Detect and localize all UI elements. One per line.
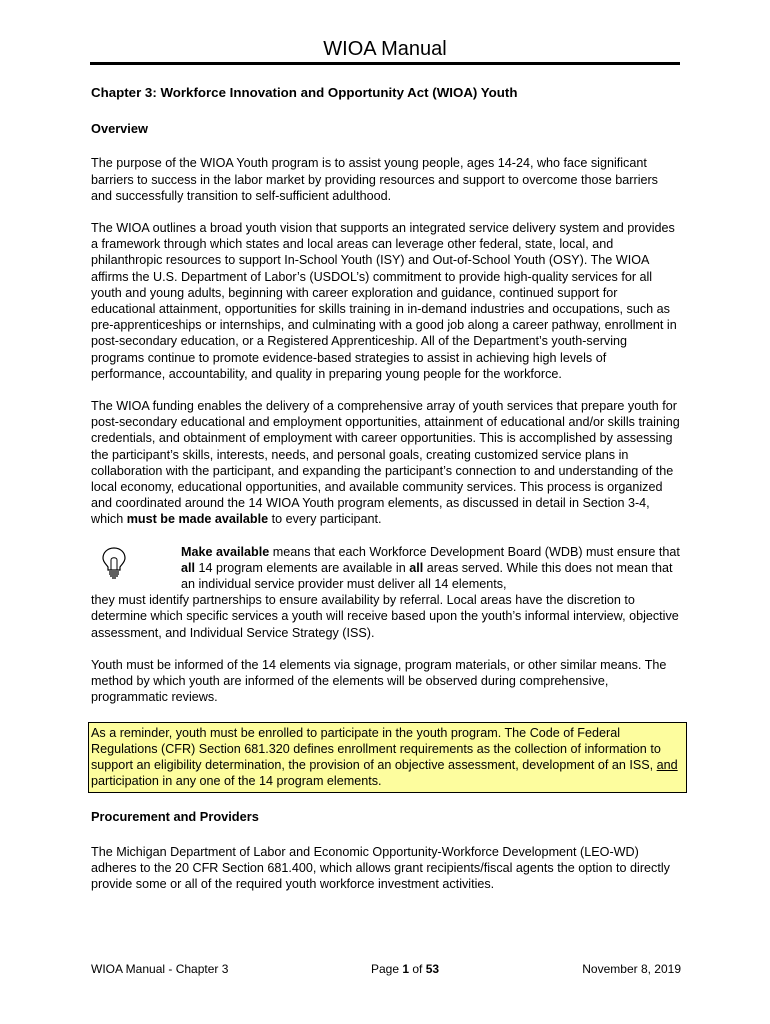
page-header-title: WIOA Manual [323, 38, 447, 60]
footer-date: November 8, 2019 [582, 962, 681, 976]
footer-page-prefix: Page [371, 962, 403, 976]
reminder-text: As a reminder, youth must be enrolled to participate in the youth program. The Code of Federal Regulations (CFR) Section 681.320 defines enrollment requirements as the collection of information to support an eligibility determination, the provision of an objective assessment, development of an ISS, [91, 725, 661, 772]
reminder-and-underlined: and [656, 757, 678, 772]
document-body [91, 85, 681, 908]
lightbulb-icon [99, 546, 129, 580]
note-bold-all-2: all [409, 560, 424, 575]
footer-page-number [371, 962, 439, 976]
make-available-note [91, 544, 681, 641]
chapter-title: Chapter 3: Workforce Innovation and Opportunity Act (WIOA) Youth [91, 85, 518, 100]
reminder-text-end: participation in any one of the 14 program elements. [91, 774, 382, 789]
procurement-paragraph-1: The Michigan Department of Labor and Economic Opportunity-Workforce Development (LEO-WD) adheres to the 20 CFR Section 681.400, which allows grant recipients/fiscal agents the option to directly provide some or all of the required youth workforce investment activities. [91, 844, 670, 891]
note-term: Make available [181, 544, 270, 559]
note-text-3: areas served. While this does not mean that an individual service provider must deliver all 14 elements, [181, 560, 673, 592]
footer-page-of: of [409, 962, 426, 976]
overview-paragraph-1: The purpose of the WIOA Youth program is to assist young people, ages 14-24, who face significant barriers to success in the labor market by providing resources and support to overcome those barriers and successfully transition to self-sufficient adulthood. [91, 156, 658, 203]
overview-paragraph-2: The WIOA outlines a broad youth vision that supports an integrated service delivery system and provides a framework through which states and local areas can leverage other federal, state, local, and philanthropic resources to support In-School Youth (ISY) and Out-of-School Youth (OSY). The WIOA affirms the U.S. Department of Labor’s (USDOL’s) commitment to provide high-quality services for all youth and young adults, beginning with career exploration and guidance, continued support for educational attainment, opportunities for skills training in in-demand industries and occupations, such as pre-apprenticeships or internships, and culminating with a good job along a career pathway, enrollment in post-secondary education, or a Registered Apprenticeship. All of the Department’s youth-serving programs continue to promote evidence-based strategies to assist in achieving high levels of performance, accountability, and quality in preparing young people for the workforce. [91, 221, 677, 381]
must-be-made-available-bold: must be made available [126, 512, 269, 527]
header-rule [90, 62, 680, 65]
overview-paragraph-3 [91, 398, 681, 528]
footer-page-current: 1 [402, 962, 410, 976]
note-text-2: 14 program elements are available in [195, 560, 410, 575]
overview-paragraph-3-text: The WIOA funding enables the delivery of a comprehensive array of youth services that prepare youth for post-secondary educational and employment opportunities, attainment of educational and/or skills training credentials, and obtainment of employment with career opportunities. This is accomplished by assessing the participant’s skills, interests, needs, and personal goals, creating customized service plans in collaboration with the participant, and expanding the participant’s connection to and understanding of the local economy, educational opportunities, and available community services. This process is organized and coordinated around the 14 WIOA Youth program elements, as discussed in detail in Section 3-4, which [91, 399, 680, 527]
footer-manual-chapter: WIOA Manual - Chapter 3 [91, 962, 229, 976]
note-body-continued: they must identify partnerships to ensure availability by referral. Local areas have the discretion to determine which specific services a youth will receive based upon the youth’s informal interview, objective assessment, and Individual Service Strategy (ISS). [91, 593, 679, 640]
overview-paragraph-3-end: to every participant. [268, 512, 382, 527]
overview-heading: Overview [91, 121, 148, 137]
enrollment-reminder-box [88, 722, 687, 794]
note-text-1: means that each Workforce Development Board (WDB) must ensure that [269, 544, 680, 559]
procurement-heading: Procurement and Providers [91, 809, 259, 825]
note-body [137, 544, 681, 593]
elements-informed-paragraph: Youth must be informed of the 14 elements via signage, program materials, or other similar means. The method by which youth are informed of the elements will be observed during comprehensive, programmatic reviews. [91, 657, 667, 705]
note-bold-all-1: all [181, 560, 196, 575]
footer-page-total: 53 [425, 962, 440, 976]
